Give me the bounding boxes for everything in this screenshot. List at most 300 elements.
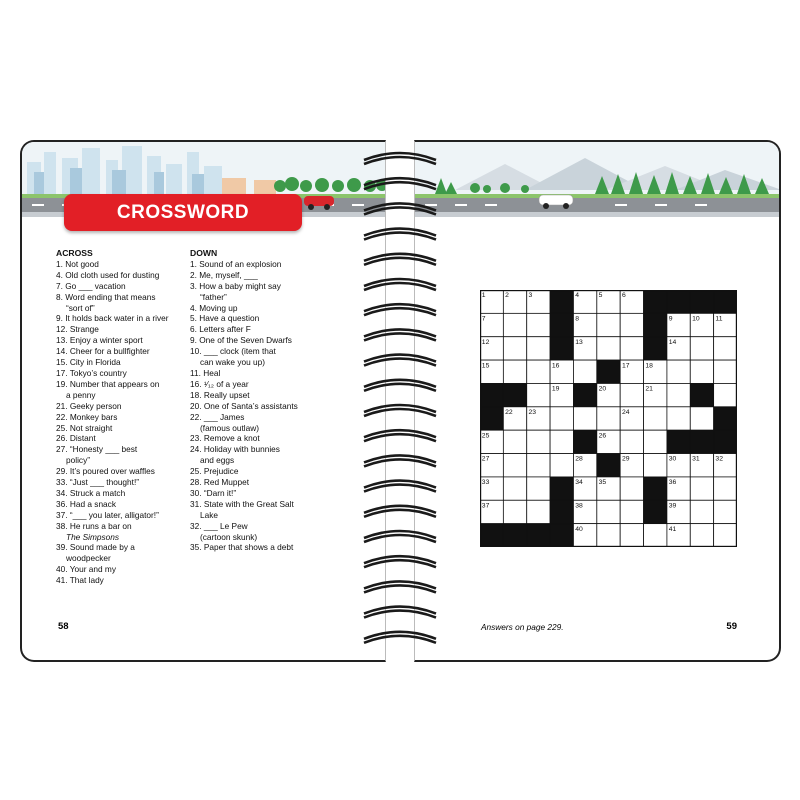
spiral-ring [364,434,436,441]
grid-cell[interactable] [714,337,737,360]
grid-cell[interactable] [690,500,713,523]
clue-text: It’s poured over waffles [67,466,155,477]
grid-cell[interactable] [503,313,526,336]
clue-text: Cheer for a bullfighter [67,346,150,357]
grid-block [690,383,713,406]
clue-number: 11. [190,367,201,378]
clue-number: 18. [190,389,202,400]
grid-clue-number: 24 [621,409,630,417]
grid-block [690,430,713,453]
grid-clue-number: 35 [598,479,607,487]
spiral-ring [364,510,436,517]
grid-block [690,290,713,313]
clue-text: Really upset [201,389,250,400]
clue-text: “sort of” [66,302,95,313]
down-clue [190,466,350,477]
clue-text: Tokyo’s country [67,367,127,378]
across-clue [56,575,191,586]
clue-text: Letters after F [196,324,251,335]
down-clue [190,488,350,499]
spiral-ring [364,233,436,240]
clue-number: 1. [190,258,197,269]
grid-clue-number: 9 [668,315,673,323]
clue-number: 31. [190,498,202,509]
grid-cell[interactable] [503,500,526,523]
grid-cell[interactable] [690,477,713,500]
grid-clue-number: 25 [481,432,490,440]
clue-number: 39. [56,542,68,553]
grid-clue-number: 17 [621,362,630,370]
clue-text: can wake you up) [200,357,266,368]
grid-cell[interactable] [620,383,643,406]
grid-cell[interactable] [527,360,550,383]
grid-block [527,524,550,547]
down-clue [190,510,350,521]
down-clue [190,532,350,543]
clue-text: One of the Seven Dwarfs [196,335,292,346]
spiral-ring [364,182,436,189]
across-clue [56,270,191,281]
grid-cell[interactable] [714,477,737,500]
grid-cell[interactable] [597,500,620,523]
grid-block [550,313,573,336]
grid-cell[interactable] [503,454,526,477]
spiral-ring [364,459,436,466]
clue-text: Sound made by a [67,542,135,553]
grid-cell[interactable] [644,407,667,430]
grid-cell[interactable] [714,383,737,406]
clue-number: 34. [56,487,68,498]
spiral-ring [364,359,436,366]
clue-text: “Honesty ___ best [67,444,138,455]
grid-cell[interactable] [620,313,643,336]
grid-block [550,500,573,523]
clue-text: It holds back water in a river [62,313,169,324]
grid-block [644,477,667,500]
answers-note: Answers on page 229. [481,622,564,632]
grid-clue-number: 13 [575,338,583,346]
grid-cell[interactable] [527,430,550,453]
clue-number: 27. [56,444,68,455]
across-heading: ACROSS [56,248,93,258]
clue-number: 26. [56,433,68,444]
clue-number: 10. [190,346,202,357]
clue-number: 36. [56,498,68,509]
down-clue [190,357,350,368]
down-clue [190,324,350,335]
clue-number: 20. [190,400,202,411]
across-clue [56,542,191,553]
left-page [20,140,386,662]
grid-cell[interactable] [573,360,596,383]
clue-text: Had a snack [67,498,116,509]
clue-text: Holiday with bunnies [201,444,280,455]
across-clue [56,433,191,444]
clue-number: 33. [56,477,68,488]
grid-cell[interactable] [527,383,550,406]
grid-clue-number: 34 [575,479,583,487]
grid-cell[interactable] [503,337,526,360]
across-clue [56,423,191,434]
grid-clue-number: 23 [528,409,537,417]
clue-text: Enjoy a winter sport [67,335,143,346]
grid-block [573,383,596,406]
grid-clue-number: 14 [668,338,677,346]
grid-block [714,407,737,430]
grid-block [597,454,620,477]
clue-number: 37. [56,509,68,520]
clue-number: 7. [56,280,63,291]
grid-clue-number: 18 [645,362,653,370]
clue-number: 24. [190,444,202,455]
down-clue [190,433,350,444]
clue-text: Prejudice [201,466,239,477]
grid-cell[interactable] [550,454,573,477]
down-clue [190,401,350,412]
across-clue [56,510,191,521]
grid-cell[interactable] [690,407,713,430]
grid-cell[interactable] [667,383,690,406]
grid-cell[interactable] [550,430,573,453]
across-clue [56,477,191,488]
clue-number: 40. [56,564,68,575]
clue-text: Your and my [67,564,116,575]
countryside-banner [415,142,781,217]
page-number-right: 59 [726,621,737,632]
down-clue [190,335,350,346]
clue-number: 30. [190,487,202,498]
spiral-ring [364,384,436,391]
clue-text: Sound of an explosion [196,258,282,269]
spiral-ring [364,611,436,618]
clue-number: 4. [56,269,63,280]
spiral-ring [364,560,436,567]
clue-text: (famous outlaw) [200,422,260,433]
clue-text: Me, myself, ___ [196,269,258,280]
across-clue [56,281,191,292]
grid-cell[interactable] [527,500,550,523]
grid-cell[interactable] [503,360,526,383]
grid-clue-number: 21 [645,385,653,393]
spiral-ring [364,585,436,592]
grid-block [714,430,737,453]
grid-block [480,407,503,430]
down-clue [190,499,350,510]
down-clue [190,292,350,303]
clue-number: 2. [190,269,197,280]
grid-cell[interactable] [690,360,713,383]
down-clue [190,521,350,532]
across-clue [56,412,191,423]
clue-text: How a baby might say [196,280,281,291]
grid-block [714,290,737,313]
across-clue [56,499,191,510]
grid-block [550,477,573,500]
grid-cell[interactable] [573,407,596,430]
grid-cell[interactable] [597,313,620,336]
clue-number: 5. [190,313,197,324]
grid-clue-number: 15 [481,362,490,370]
grid-cell[interactable] [597,407,620,430]
clue-number: 25. [56,422,68,433]
clue-text: Number that appears on [67,378,160,389]
spiral-ring [364,308,436,315]
clue-text: He runs a bar on [67,520,132,531]
across-clue [56,455,191,466]
clue-text: Not good [62,258,99,269]
clue-text: “Just ___ thought!” [67,477,140,488]
clue-text: a penny [66,389,96,400]
grid-clue-number: 1 [481,292,486,300]
grid-block [480,383,503,406]
clue-number: 28. [190,477,202,488]
grid-cell[interactable] [714,524,737,547]
clue-text: That lady [67,575,104,586]
grid-block [550,524,573,547]
clue-text: and eggs [200,455,235,466]
clue-number: 13. [56,335,68,346]
clue-text: Geeky person [67,400,122,411]
clue-number: 17. [56,367,68,378]
clue-text: policy” [66,455,90,466]
grid-cell[interactable] [503,477,526,500]
grid-clue-number: 36 [668,479,677,487]
across-clue [56,335,191,346]
grid-cell[interactable] [620,337,643,360]
grid-clue-number: 11 [715,315,723,323]
across-clue [56,303,191,314]
grid-cell[interactable] [690,337,713,360]
clue-number: 32. [190,520,202,531]
grid-block [644,500,667,523]
spiral-ring [364,207,436,214]
grid-block [644,313,667,336]
down-clue [190,281,350,292]
clue-number: 35. [190,542,202,553]
clue-text: Monkey bars [67,411,118,422]
grid-cell[interactable] [690,524,713,547]
grid-clue-number: 22 [505,409,513,417]
grid-clue-number: 20 [598,385,607,393]
clue-text: Distant [67,433,96,444]
grid-clue-number: 29 [621,455,630,463]
clue-number: 9. [190,335,197,346]
across-clue [56,357,191,368]
clue-text: Struck a match [67,487,126,498]
grid-clue-number: 32 [715,455,723,463]
across-clue [56,379,191,390]
clue-number: 4. [190,302,197,313]
across-clue [56,444,191,455]
grid-cell[interactable] [527,337,550,360]
grid-clue-number: 2 [505,292,509,300]
grid-cell[interactable] [527,477,550,500]
clue-text: Strange [67,324,99,335]
grid-cell[interactable] [644,430,667,453]
grid-cell[interactable] [620,500,643,523]
down-clue [190,412,350,423]
clue-text: Red Muppet [201,477,250,488]
across-clue [56,532,191,543]
down-clue [190,455,350,466]
clue-number: 23. [190,433,202,444]
clue-text: Lake [200,509,218,520]
clue-number: 1. [56,258,63,269]
clue-text: ___ James [201,411,245,422]
grid-cell[interactable] [620,477,643,500]
clue-number: 3. [190,280,197,291]
across-clue [56,313,191,324]
clue-number: 38. [56,520,68,531]
grid-cell[interactable] [597,524,620,547]
grid-clue-number: 10 [692,315,700,323]
clue-text: (cartoon skunk) [200,531,258,542]
clue-text: Moving up [196,302,238,313]
grid-clue-number: 30 [668,455,677,463]
across-clue [56,521,191,532]
spiral-binding [360,146,440,656]
grid-clue-number: 38 [575,502,583,510]
clue-text: Heal [200,367,221,378]
grid-cell[interactable] [527,313,550,336]
grid-clue-number: 39 [668,502,677,510]
down-clue [190,270,350,281]
down-clue [190,390,350,401]
across-clue [56,564,191,575]
grid-clue-number: 5 [598,292,603,300]
grid-clue-number: 19 [551,385,560,393]
spiral-ring [364,636,436,643]
grid-block [480,524,503,547]
grid-cell[interactable] [714,500,737,523]
clue-text: Have a question [196,313,260,324]
clue-text: Not straight [67,422,113,433]
across-clue [56,390,191,401]
down-clue [190,368,350,379]
clue-text: ¹⁄₁₂ of a year [201,378,249,389]
down-clue [190,379,350,390]
across-clue [56,324,191,335]
clue-number: 15. [56,357,68,368]
grid-block [644,337,667,360]
down-clue [190,477,350,488]
grid-block [573,430,596,453]
clue-text: “Darn it!” [201,487,237,498]
grid-block [550,290,573,313]
across-clue [56,368,191,379]
clue-text: Old cloth used for dusting [62,269,160,280]
grid-cell[interactable] [550,407,573,430]
clue-number: 25. [190,466,202,477]
across-clue [56,553,191,564]
across-clue-list [56,248,191,586]
grid-cell[interactable] [714,360,737,383]
grid-clue-number: 3 [528,292,533,300]
grid-clue-number: 6 [621,292,626,300]
grid-clue-number: 41 [668,525,677,533]
clue-number: 22. [56,411,68,422]
grid-clue-number: 40 [575,525,583,533]
down-clue [190,542,350,553]
down-clue [190,423,350,434]
down-clue [190,313,350,324]
grid-cell[interactable] [644,454,667,477]
page-title: CROSSWORD [116,202,250,223]
clue-number: 8. [56,291,63,302]
grid-cell[interactable] [644,524,667,547]
across-clue [56,401,191,412]
down-heading: DOWN [190,248,218,258]
grid-clue-number: 31 [692,455,700,463]
grid-cell[interactable] [597,337,620,360]
grid-cell[interactable] [667,407,690,430]
clue-text: “father” [200,291,227,302]
down-clue [190,444,350,455]
grid-block [550,337,573,360]
across-clue [56,466,191,477]
across-clue [56,488,191,499]
spiral-ring [364,409,436,416]
grid-cell[interactable] [527,454,550,477]
grid-block [667,290,690,313]
grid-block [644,290,667,313]
crossword-grid [480,290,737,547]
grid-clue-number: 7 [481,315,486,323]
grid-cell[interactable] [620,524,643,547]
spiral-ring [364,283,436,290]
clue-text: Remove a knot [201,433,260,444]
clue-number: 16. [190,378,202,389]
grid-block [503,524,526,547]
grid-block [503,383,526,406]
grid-cell[interactable] [620,430,643,453]
crossword-title-banner [64,194,302,231]
clue-number: 12. [56,324,68,335]
clue-number: 14. [56,346,68,357]
down-clue-list [190,248,350,553]
clue-text: “___ you later, alligator!” [67,509,159,520]
clue-number: 6. [190,324,197,335]
spiral-ring [364,157,436,164]
grid-cell[interactable] [503,430,526,453]
grid-block [597,360,620,383]
down-clue [190,303,350,314]
grid-clue-number: 33 [481,479,490,487]
grid-cell[interactable] [667,360,690,383]
grid-clue-number: 28 [575,455,583,463]
clue-number: 9. [56,313,63,324]
across-clue [56,259,191,270]
clue-text: State with the Great Salt [201,498,294,509]
grid-block [667,430,690,453]
clue-text: City in Florida [67,357,121,368]
grid-clue-number: 37 [481,502,490,510]
clue-text: Go ___ vacation [62,280,126,291]
grid-clue-number: 27 [481,455,490,463]
down-clue [190,259,350,270]
clue-number: 22. [190,411,202,422]
clue-text: Paper that shows a debt [201,542,294,553]
clue-text: Word ending that means [62,291,156,302]
clue-number: 29. [56,466,68,477]
clue-text: woodpecker [66,553,111,564]
clue-number: 19. [56,378,68,389]
grid-clue-number: 16 [551,362,560,370]
clue-text: ___ clock (item that [201,346,276,357]
grid-clue-number: 8 [575,315,580,323]
clue-text: The Simpsons [66,531,120,542]
grid-clue-number: 12 [481,338,490,346]
